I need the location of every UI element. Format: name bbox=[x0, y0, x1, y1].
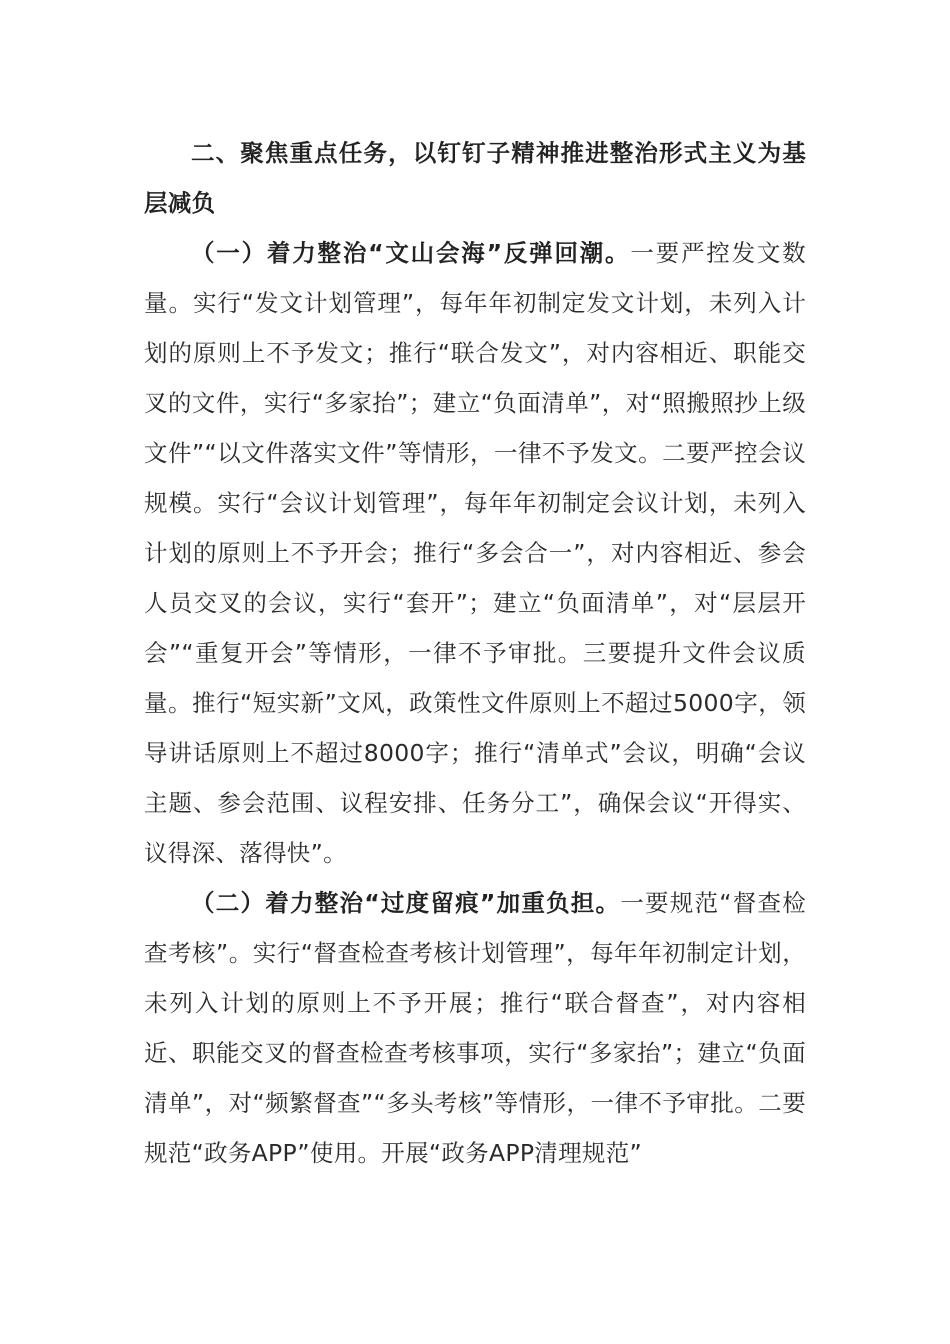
section-heading: 二、聚焦重点任务，以钉钉子精神推进整治形式主义为基层减负 bbox=[144, 139, 806, 217]
paragraph-1 bbox=[144, 228, 806, 878]
document-body bbox=[144, 128, 806, 1178]
paragraph-2-body: 一要规范“督查检查考核”。实行“督查检查考核计划管理”，每年年初制定计划，未列入计划的原则上不予开展；推行“联合督查”，对内容相近、职能交叉的督查检查考核事项，实行“多家抬”；建立“负面清单”，对“频繁督查”“多头考核”等情形，一律不予审批。二要规范“政务APP”使用。开展“政务APP清理规范” bbox=[144, 889, 807, 1167]
paragraph-2 bbox=[144, 878, 806, 1178]
paragraph-1-lead: （一）着力整治“文山会海”反弹回潮。 bbox=[191, 239, 631, 267]
paragraph-1-body: 一要严控发文数量。实行“发文计划管理”，每年年初制定发文计划，未列入计划的原则上不予发文；推行“联合发文”，对内容相近、职能交叉的文件，实行“多家抬”；建立“负面清单”，对“照搬照抄上级文件”“以文件落实文件”等情形，一律不予发文。二要严控会议规模。实行“会议计划管理”，每年年初制定会议计划，未列入计划的原则上不予开会；推行“多会合一”，对内容相近、参会人员交叉的会议，实行“套开”；建立“负面清单”，对“层层开会”“重复开会”等情形，一律不予审批。三要提升文件会议质量。推行“短实新”文风，政策性文件原则上不超过5000字，领导讲话原则上不超过8000字；推行“清单式”会议，明确“会议主题、参会范围、议程安排、任务分工”，确保会议“开得实、议得深、落得快”。 bbox=[144, 239, 806, 867]
paragraph-2-lead: （二）着力整治“过度留痕”加重负担。 bbox=[191, 889, 621, 917]
